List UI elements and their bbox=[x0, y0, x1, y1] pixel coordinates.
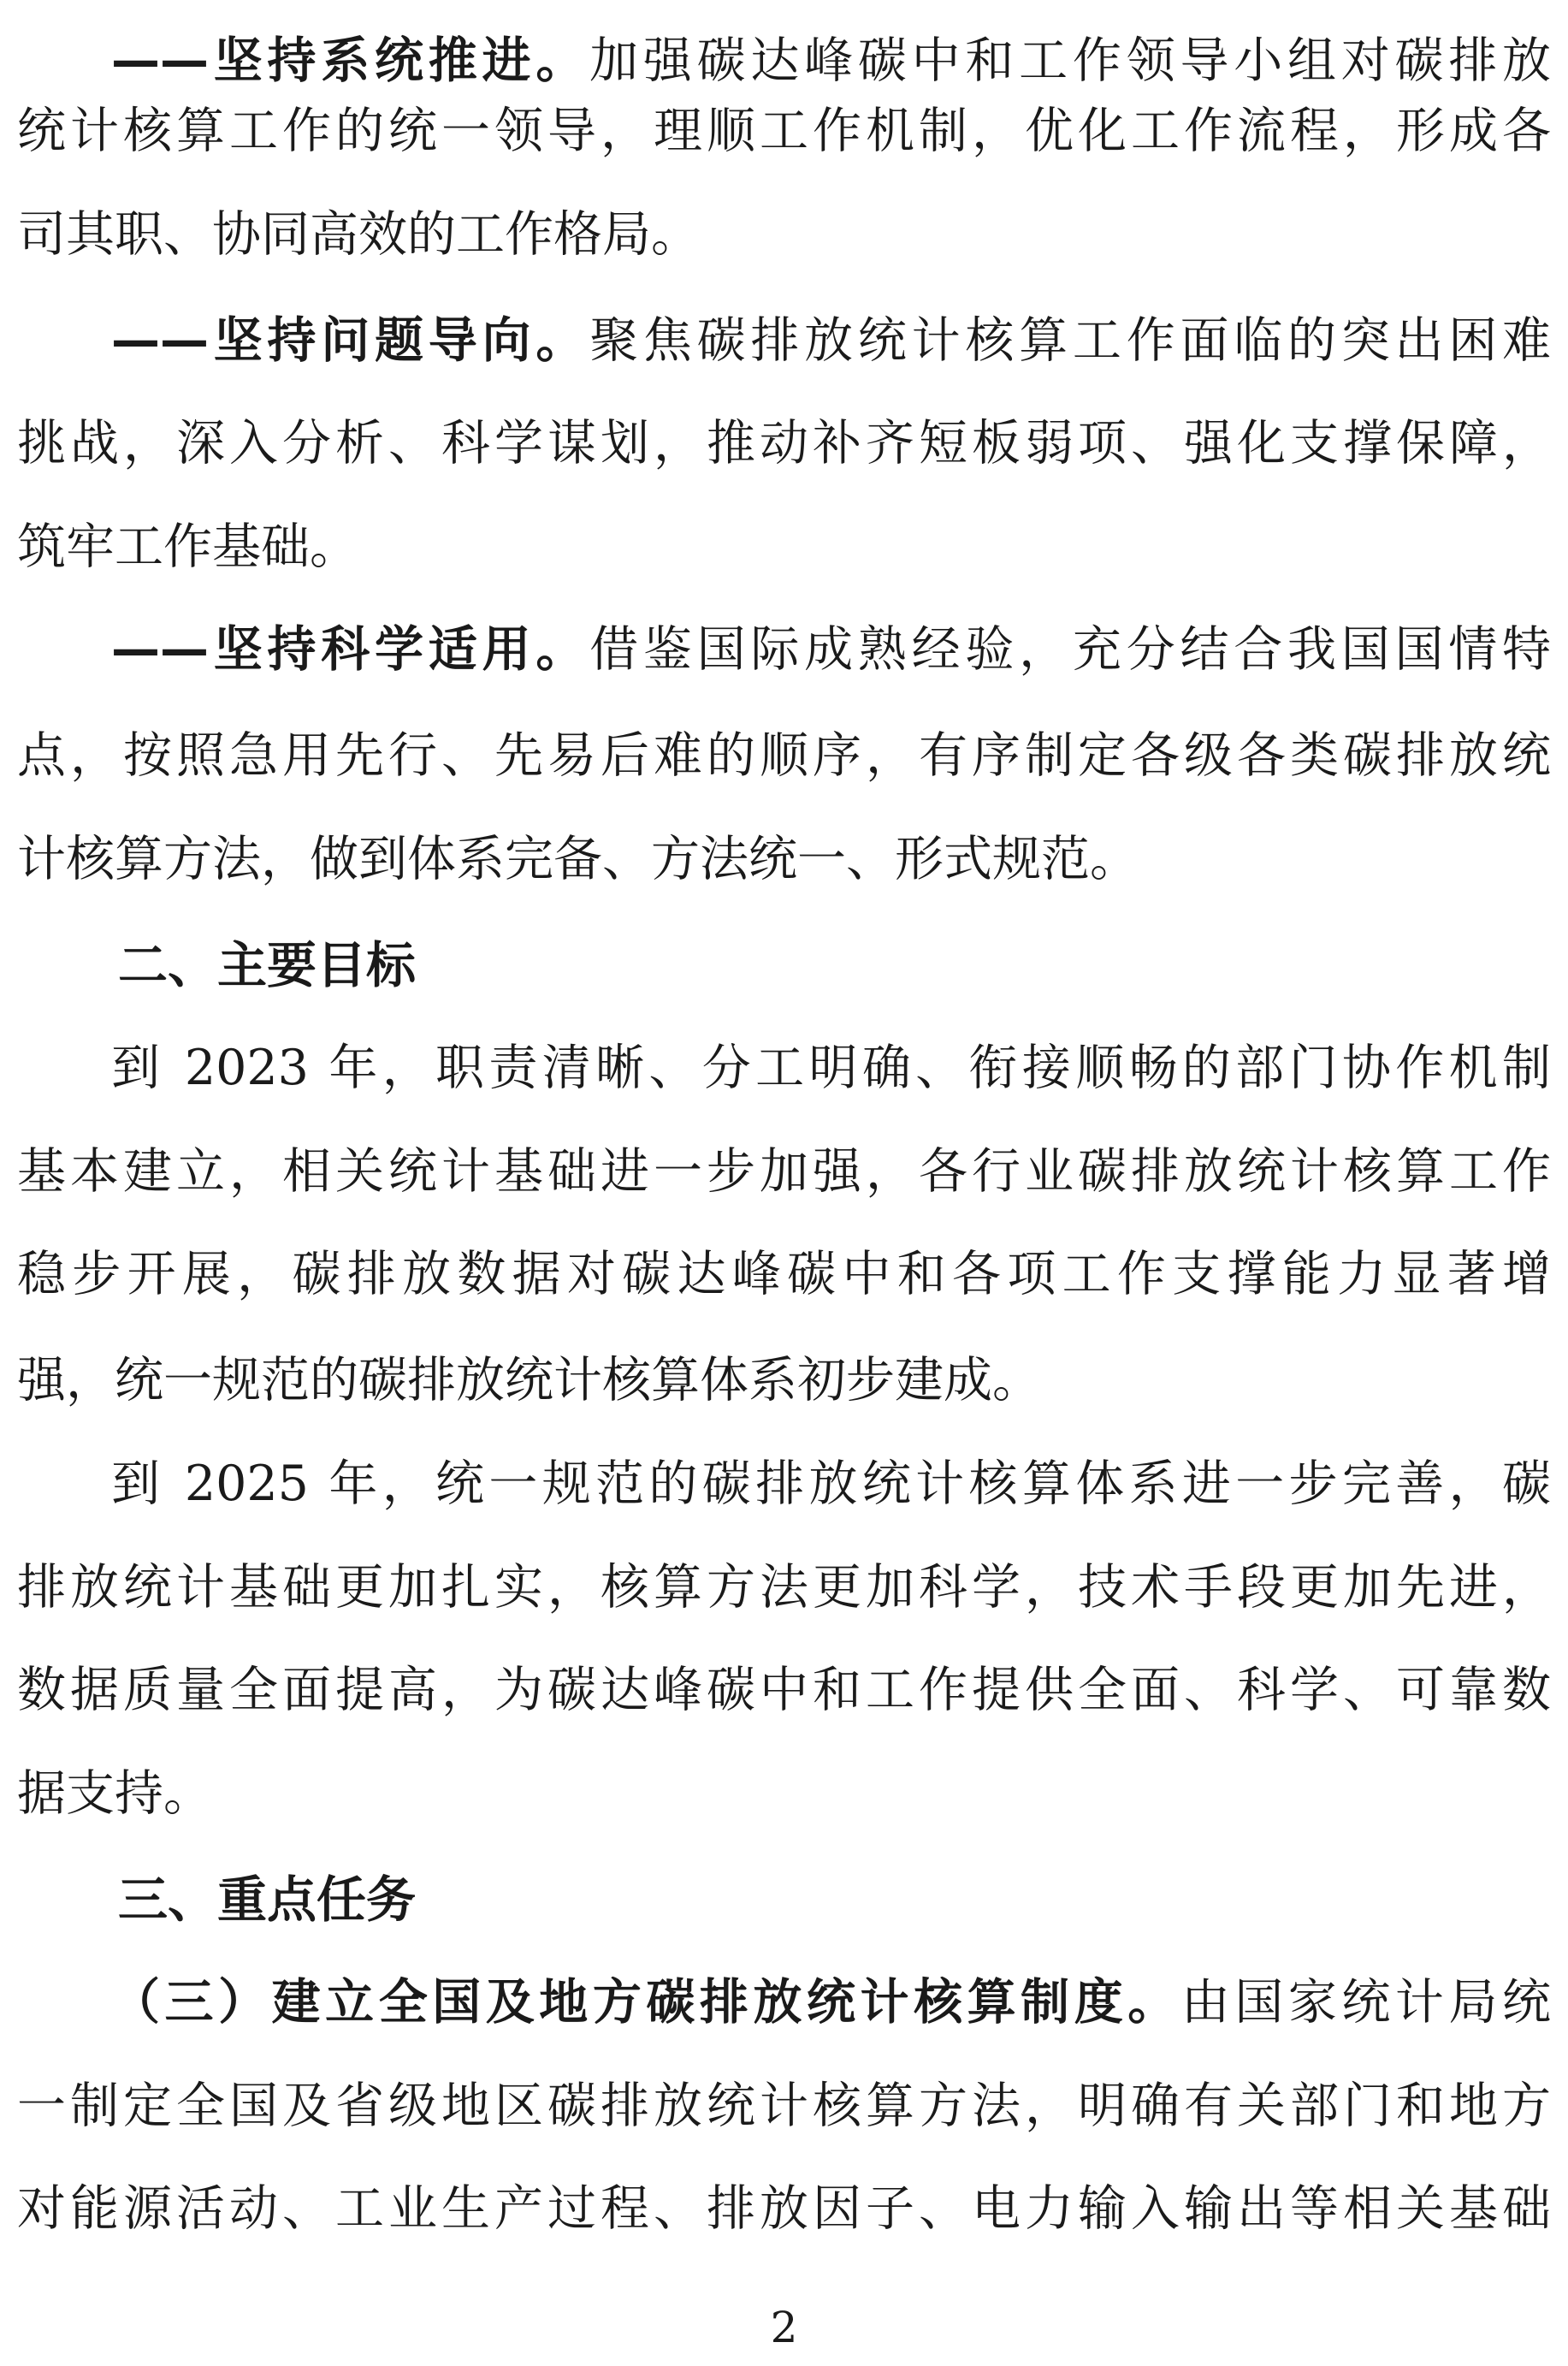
paragraph-line: 到 2025 年，统一规范的碳排放统计核算体系进一步完善，碳 bbox=[111, 1456, 1551, 1512]
paragraph-line: 排放统计基础更加扎实，核算方法更加科学，技术手段更加先进， bbox=[17, 1559, 1551, 1616]
paragraph-line: 稳步开展，碳排放数据对碳达峰碳中和各项工作支撑能力显著增 bbox=[17, 1246, 1551, 1302]
principle-lead: ——坚持问题导向。 bbox=[111, 312, 590, 369]
paragraph-line: 到 2023 年，职责清晰、分工明确、衔接顺畅的部门协作机制 bbox=[111, 1040, 1551, 1096]
paragraph-line: 强，统一规范的碳排放统计核算体系初步建成。 bbox=[17, 1352, 1041, 1408]
paragraph-line: 筑牢工作基础。 bbox=[17, 519, 358, 575]
paragraph-line: 挑战，深入分析、科学谋划，推动补齐短板弱项、强化支撑保障， bbox=[17, 415, 1551, 471]
paragraph-line: 统计核算工作的统一领导，理顺工作机制，优化工作流程，形成各 bbox=[17, 103, 1551, 159]
paragraph-line: 司其职、协同高效的工作格局。 bbox=[17, 206, 700, 263]
paragraph-line: 一制定全国及省级地区碳排放统计核算方法，明确有关部门和地方 bbox=[17, 2078, 1551, 2134]
paragraph-line: 数据质量全面提高，为碳达峰碳中和工作提供全面、科学、可靠数 bbox=[17, 1662, 1551, 1718]
paragraph-line: （三）建立全国及地方碳排放统计核算制度。由国家统计局统 bbox=[111, 1974, 1551, 2031]
principle-lead: ——坚持科学适用。 bbox=[111, 621, 590, 678]
section-heading: 二、主要目标 bbox=[118, 936, 417, 994]
paragraph-line: ——坚持问题导向。聚焦碳排放统计核算工作面临的突出困难 bbox=[111, 312, 1551, 369]
paragraph-line: 据支持。 bbox=[17, 1765, 212, 1822]
paragraph-line: 对能源活动、工业生产过程、排放因子、电力输入输出等相关基础 bbox=[17, 2180, 1551, 2237]
page-number: 2 bbox=[770, 2303, 798, 2352]
principle-lead: ——坚持系统推进。 bbox=[111, 33, 590, 89]
paragraph-line: 基本建立，相关统计基础进一步加强，各行业碳排放统计核算工作 bbox=[17, 1143, 1551, 1200]
paragraph-line: 点，按照急用先行、先易后难的顺序，有序制定各级各类碳排放统 bbox=[17, 727, 1551, 784]
task-lead: （三）建立全国及地方碳排放统计核算制度。 bbox=[111, 1974, 1181, 2031]
paragraph-line: ——坚持系统推进。加强碳达峰碳中和工作领导小组对碳排放 bbox=[111, 33, 1551, 89]
paragraph-line: ——坚持科学适用。借鉴国际成熟经验，充分结合我国国情特 bbox=[111, 621, 1551, 678]
paragraph-line: 计核算方法，做到体系完备、方法统一、形式规范。 bbox=[17, 831, 1139, 887]
section-heading: 三、重点任务 bbox=[118, 1871, 417, 1929]
